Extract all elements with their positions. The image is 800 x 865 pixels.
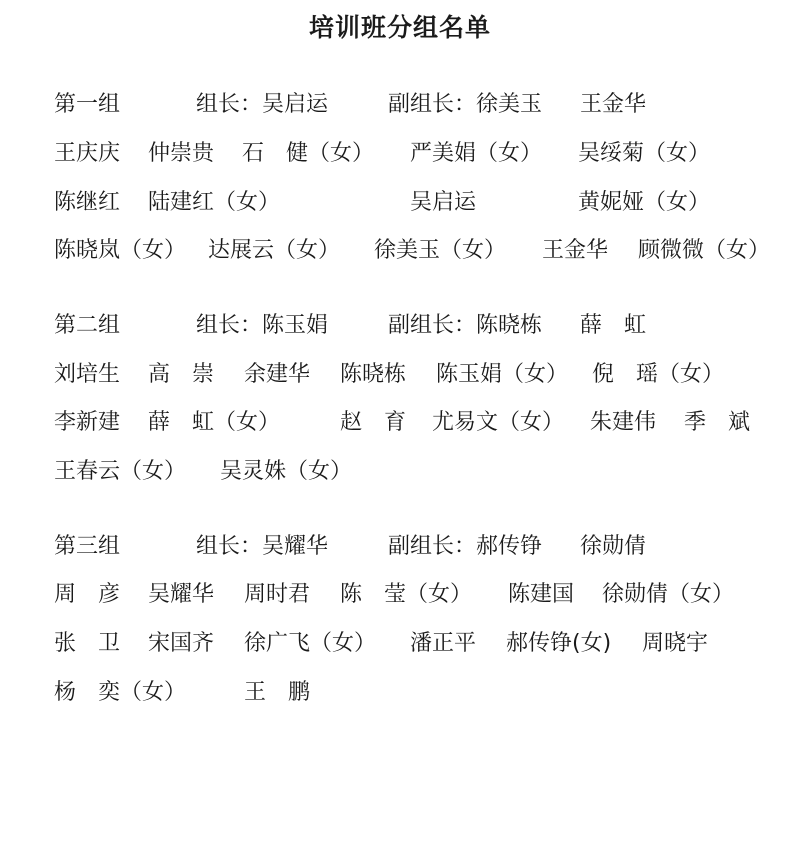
group-deputy-2: 薛 虹 — [580, 313, 647, 338]
member-name: 刘培生 — [54, 362, 121, 387]
member-name: 周时君 — [244, 582, 311, 607]
member-row — [54, 627, 709, 661]
member-name: 周 彦 — [54, 582, 121, 607]
group-deputy: 副组长：陈晓栋 — [388, 313, 543, 338]
member-name: 陈晓岚（女） — [54, 238, 187, 263]
member-row — [54, 455, 353, 489]
member-name: 杨 奕（女） — [54, 680, 187, 705]
member-name: 潘正平 — [410, 631, 477, 656]
group-header — [54, 88, 647, 122]
group-deputy: 副组长：郝传铮 — [388, 534, 543, 559]
member-name: 王春云（女） — [54, 459, 187, 484]
group-name: 第三组 — [54, 534, 121, 559]
member-name: 宋国齐 — [148, 631, 215, 656]
group-name: 第二组 — [54, 313, 121, 338]
member-name: 张 卫 — [54, 631, 121, 656]
member-name: 王 鹏 — [244, 680, 311, 705]
member-name: 仲崇贵 — [148, 141, 215, 166]
member-row — [54, 234, 771, 268]
member-name: 陈玉娟（女） — [436, 362, 569, 387]
member-name: 徐美玉（女） — [374, 238, 507, 263]
member-row — [54, 578, 735, 612]
member-name: 季 斌 — [684, 410, 751, 435]
member-name: 李新建 — [54, 410, 121, 435]
member-row — [54, 186, 711, 220]
member-name: 达展云（女） — [208, 238, 341, 263]
group-header — [54, 309, 647, 343]
group-leader: 组长：吴启运 — [196, 92, 329, 117]
member-name: 高 崇 — [148, 362, 215, 387]
member-row — [54, 358, 725, 392]
member-name: 余建华 — [244, 362, 311, 387]
member-row — [54, 137, 711, 171]
member-name: 赵 育 — [340, 410, 407, 435]
member-name: 黄妮娅（女） — [578, 190, 711, 215]
group-header — [54, 530, 647, 564]
member-name: 薛 虹（女） — [148, 410, 281, 435]
group-deputy: 副组长：徐美玉 — [388, 92, 543, 117]
member-name: 王金华 — [542, 238, 609, 263]
member-name: 吴灵姝（女） — [220, 459, 353, 484]
member-name: 陈晓栋 — [340, 362, 407, 387]
member-row — [54, 406, 751, 440]
member-name: 石 健（女） — [242, 141, 375, 166]
member-name: 陈继红 — [54, 190, 121, 215]
member-name: 倪 瑶（女） — [592, 362, 725, 387]
member-name: 陆建红（女） — [148, 190, 281, 215]
member-name: 吴启运 — [410, 190, 477, 215]
member-name: 顾微微（女） — [638, 238, 771, 263]
group-deputy-2: 徐勋倩 — [580, 534, 647, 559]
group-name: 第一组 — [54, 92, 121, 117]
member-name: 朱建伟 — [590, 410, 657, 435]
group-leader: 组长：陈玉娟 — [196, 313, 329, 338]
group-leader: 组长：吴耀华 — [196, 534, 329, 559]
member-name: 王庆庆 — [54, 141, 121, 166]
member-name: 徐广飞（女） — [244, 631, 377, 656]
member-name: 陈 莹（女） — [340, 582, 473, 607]
page-title: 培训班分组名单 — [308, 13, 491, 42]
member-name: 吴绥菊（女） — [578, 141, 711, 166]
member-name: 郝传铮(女) — [506, 631, 612, 656]
member-name: 徐勋倩（女） — [602, 582, 735, 607]
member-name: 吴耀华 — [148, 582, 215, 607]
member-row — [54, 676, 311, 710]
group-deputy-2: 王金华 — [580, 92, 647, 117]
member-name: 周晓宇 — [642, 631, 709, 656]
member-name: 尤易文（女） — [432, 410, 565, 435]
member-name: 陈建国 — [508, 582, 575, 607]
member-name: 严美娟（女） — [410, 141, 543, 166]
